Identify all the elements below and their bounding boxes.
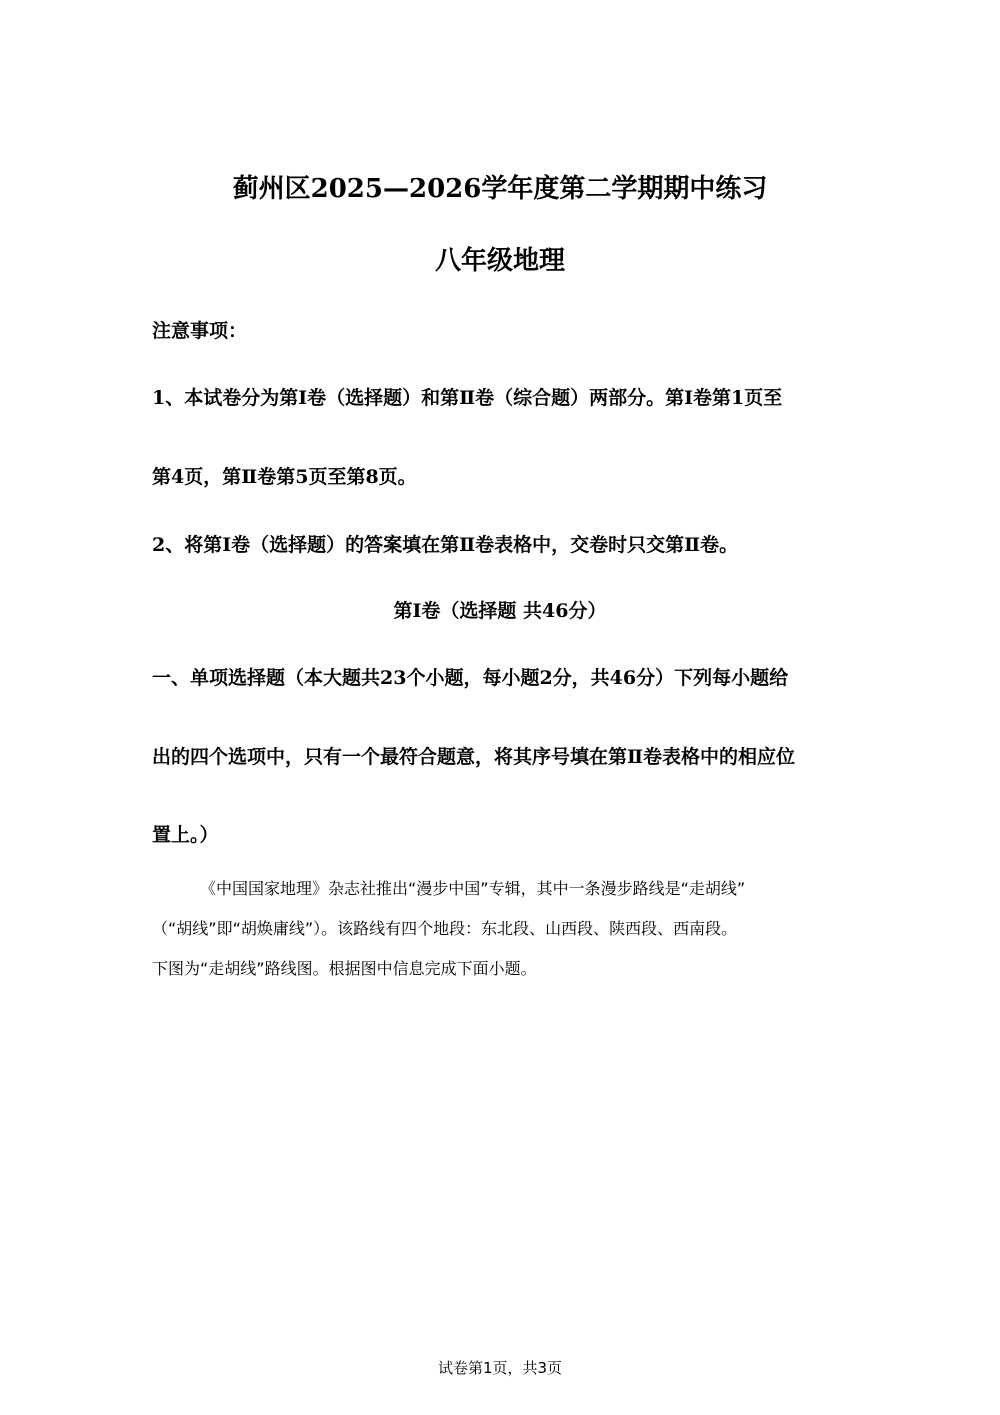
exam-subtitle: 八年级地理 <box>434 246 565 276</box>
passage-line-1: 《中国国家地理》杂志社推出“漫步中国”专辑，其中一条漫步路线是“走胡线” <box>200 879 746 898</box>
notice-item-2: 2、将第Ⅰ卷（选择题）的答案填在第Ⅱ卷表格中，交卷时只交第Ⅱ卷。 <box>152 534 739 556</box>
notice-item-1-line-2: 第4页，第Ⅱ卷第5页至第8页。 <box>152 466 417 488</box>
notice-heading: 注意事项： <box>152 320 248 342</box>
notice-item-1-line-1: 1、本试卷分为第Ⅰ卷（选择题）和第Ⅱ卷（综合题）两部分。第Ⅰ卷第1页至 <box>152 387 783 409</box>
instructions-line-2: 出的四个选项中，只有一个最符合题意，将其序号填在第Ⅱ卷表格中的相应位 <box>152 746 796 768</box>
section-heading: 第Ⅰ卷（选择题 共46分） <box>393 600 607 622</box>
page-footer: 试卷第1页，共3页 <box>437 1359 563 1377</box>
instructions-line-1: 一、单项选择题（本大题共23个小题，每小题2分，共46分）下列每小题给 <box>152 667 789 689</box>
exam-title: 蓟州区2025—2026学年度第二学期期中练习 <box>232 174 768 204</box>
passage-line-2: （“胡线”即“胡焕庸线”）。该路线有四个地段：东北段、山西段、陕西段、西南段。 <box>152 919 738 938</box>
instructions-line-3: 置上。） <box>152 824 219 846</box>
passage-line-3: 下图为“走胡线”路线图。根据图中信息完成下面小题。 <box>152 959 537 978</box>
